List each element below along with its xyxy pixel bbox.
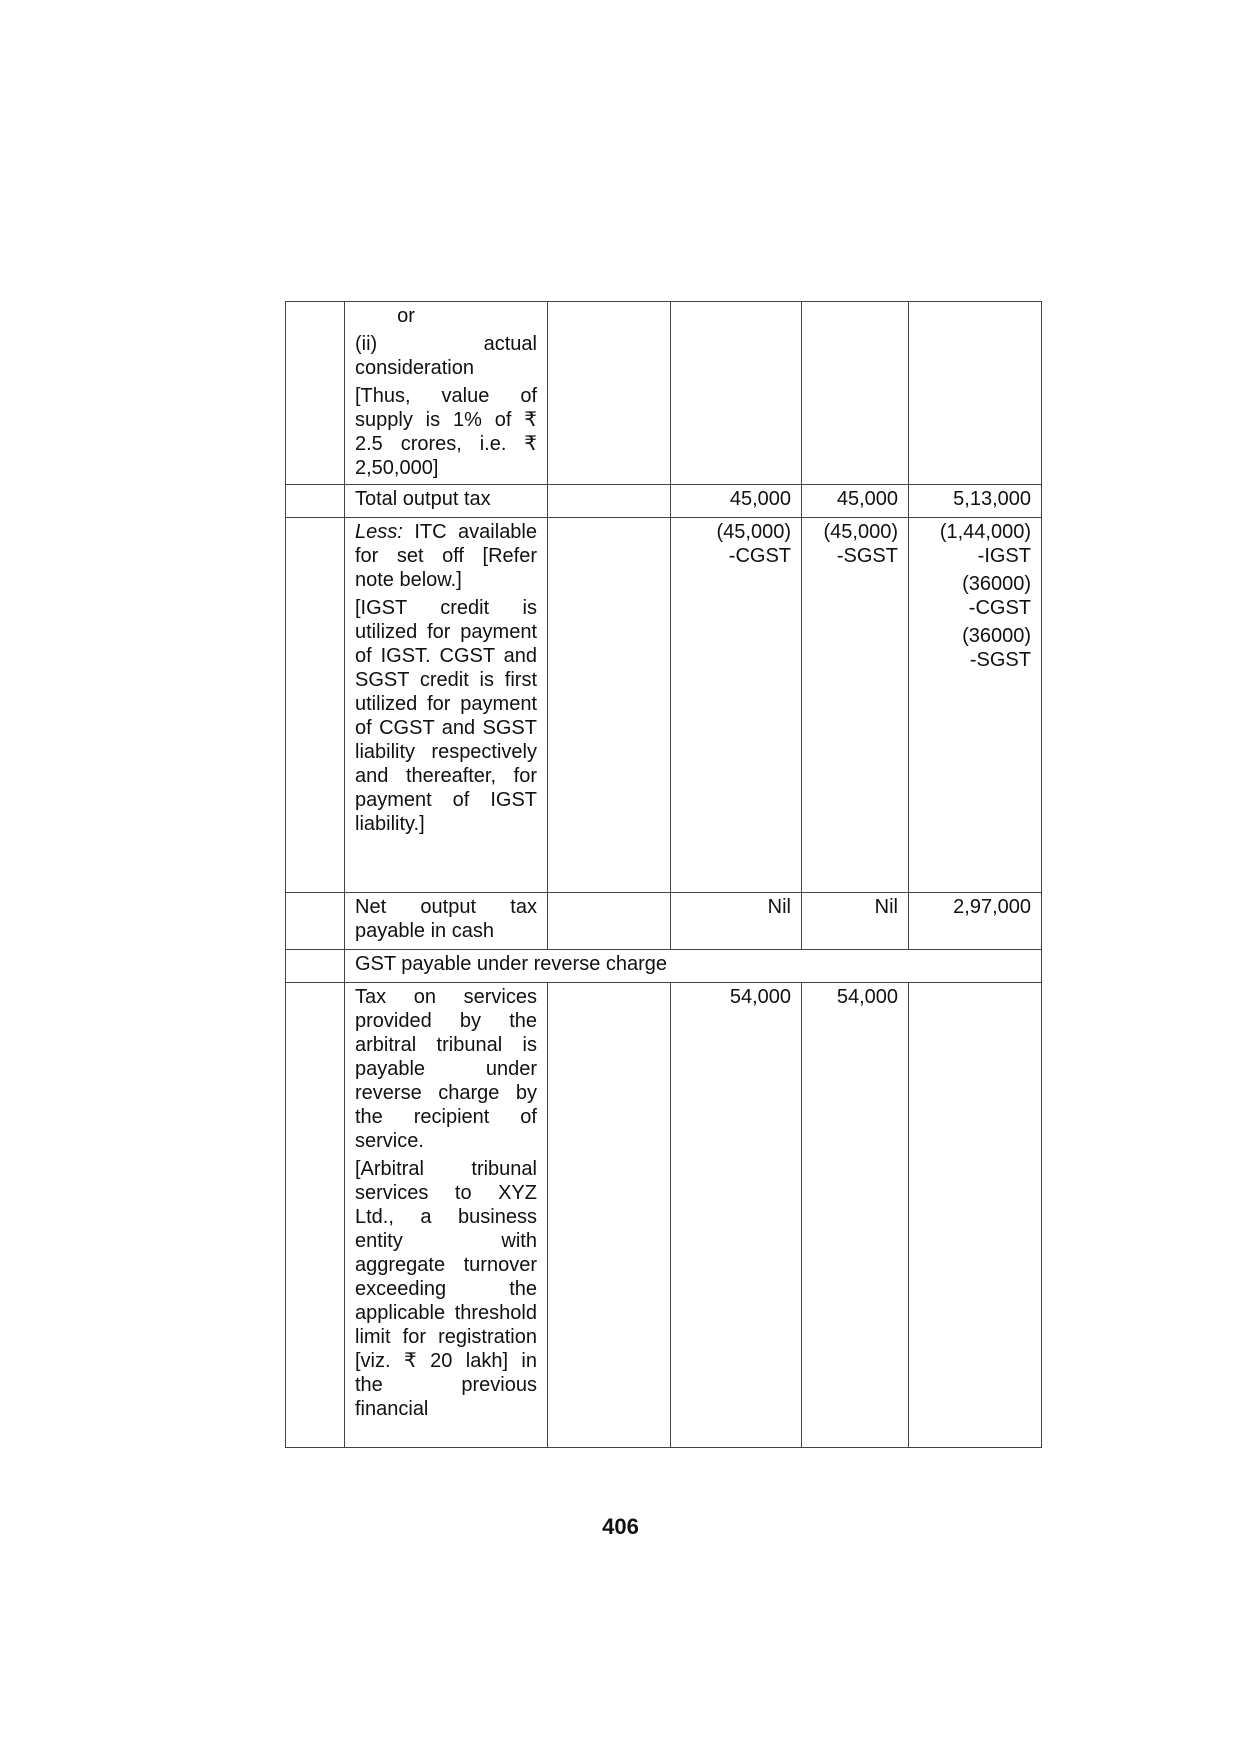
description-text: Net output tax payable in cash xyxy=(355,896,537,942)
amount-text: (45,000) xyxy=(716,521,791,543)
empty-cell xyxy=(548,518,671,893)
empty-cell xyxy=(548,893,671,950)
table-row xyxy=(286,302,1042,485)
description-cell xyxy=(345,983,548,1448)
cgst-cell: 45,000 xyxy=(671,485,802,518)
amount-text: (45,000) xyxy=(823,521,898,543)
table-row xyxy=(286,485,1042,518)
empty-cell xyxy=(548,302,671,485)
less-label: Less: xyxy=(355,521,403,543)
igst-cell: 2,97,000 xyxy=(909,893,1042,950)
tax-computation-table xyxy=(285,301,1042,1448)
description-cell xyxy=(345,518,548,893)
tax-type-text: -CGST xyxy=(728,545,791,567)
description-cell xyxy=(345,485,548,518)
sgst-cell: 54,000 xyxy=(802,983,909,1448)
description-text: [Arbitral tribunal services to XYZ Ltd., a business entity with aggregate turnover exceeding the applicable threshold limit for registration [viz. ₹ 20 lakh] in the previous financial xyxy=(355,1158,537,1420)
sgst-cell xyxy=(802,302,909,485)
tax-type-text: -IGST xyxy=(977,545,1031,567)
table-row xyxy=(286,983,1042,1448)
description-text: Total output tax xyxy=(355,488,491,510)
sno-cell xyxy=(286,302,345,485)
cgst-cell: Nil xyxy=(671,893,802,950)
table-row xyxy=(286,950,1042,983)
empty-cell xyxy=(548,983,671,1448)
tax-type-text: -SGST xyxy=(969,649,1031,671)
page-number: 406 xyxy=(602,1514,639,1539)
table-row xyxy=(286,893,1042,950)
description-text: ITC available for set off [Refer note below.] xyxy=(355,521,537,591)
empty-cell xyxy=(548,485,671,518)
amount-text: (36000) xyxy=(962,573,1031,595)
sno-cell xyxy=(286,485,345,518)
description-text: (ii) actual consideration xyxy=(355,333,537,379)
table-row xyxy=(286,518,1042,893)
sgst-cell: Nil xyxy=(802,893,909,950)
sno-cell xyxy=(286,893,345,950)
description-text: [Thus, value of supply is 1% of ₹ 2.5 crores, i.e. ₹ 2,50,000] xyxy=(355,385,537,479)
igst-cell xyxy=(909,302,1042,485)
igst-cell xyxy=(909,983,1042,1448)
description-text: or xyxy=(397,305,415,327)
igst-cell xyxy=(909,518,1042,893)
description-cell xyxy=(345,893,548,950)
tax-type-text: -SGST xyxy=(836,545,898,567)
description-text: Tax on services provided by the arbitral tribunal is payable under reverse charge by the recipient of service. xyxy=(355,986,537,1152)
tax-type-text: -CGST xyxy=(968,597,1031,619)
cgst-cell: 54,000 xyxy=(671,983,802,1448)
amount-text: (36000) xyxy=(962,625,1031,647)
amount-text: (1,44,000) xyxy=(939,521,1031,543)
cgst-cell xyxy=(671,302,802,485)
description-cell xyxy=(345,302,548,485)
sgst-cell: 45,000 xyxy=(802,485,909,518)
section-heading-cell: GST payable under reverse charge xyxy=(345,950,1042,983)
cgst-cell xyxy=(671,518,802,893)
description-note: [IGST credit is utilized for payment of IGST. CGST and SGST credit is first utilized for payment of CGST and SGST liability respectively and thereafter, for payment of IGST liability.] xyxy=(355,597,537,835)
description-text xyxy=(355,520,537,592)
sno-cell xyxy=(286,950,345,983)
sno-cell xyxy=(286,518,345,893)
sno-cell xyxy=(286,983,345,1448)
sgst-cell xyxy=(802,518,909,893)
igst-cell: 5,13,000 xyxy=(909,485,1042,518)
